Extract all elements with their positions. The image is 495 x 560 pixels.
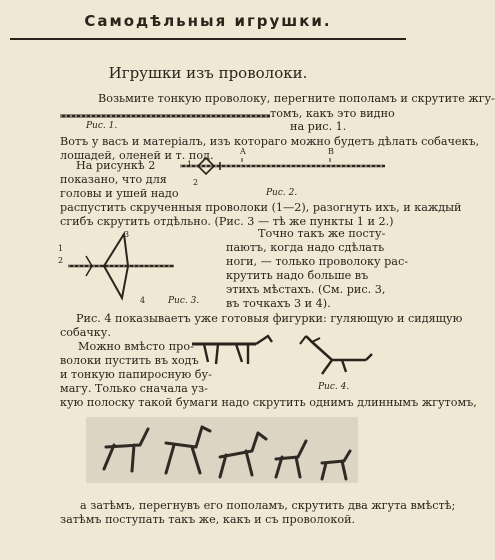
- figure-2-caption: Рис. 2.: [266, 188, 298, 198]
- figure-2-label-2: 2: [193, 178, 199, 187]
- p1-line-1: Возьмите тонкую проволоку, перегните пополамъ и скрутите жгу-: [98, 92, 495, 105]
- p1-line-3: на рис. 1.: [290, 120, 347, 133]
- figure-3-wire-loops: [64, 226, 174, 306]
- figure-2-label-b: B: [328, 147, 334, 156]
- p2-full-line-2: сгибъ скрутить отдѣльно. (Рис. 3 — тѣ же пункты 1 и 2.): [60, 215, 394, 228]
- p1-line-4: Вотъ у васъ и матеріалъ, изъ котораго можно будетъ дѣлать собачекъ,: [60, 135, 480, 148]
- p1-line-2: томъ, какъ это видно: [270, 107, 395, 120]
- figure-3-label-1: 1: [58, 244, 64, 253]
- figure-3-label-3: 3: [124, 230, 130, 239]
- article-subtitle: Игрушки изъ проволоки.: [108, 64, 308, 82]
- figure-2-label-a: A: [240, 147, 246, 156]
- page-header-title: Самодѣльныя игрушки.: [84, 12, 332, 30]
- figure-1-caption: Рис. 1.: [86, 121, 118, 131]
- p2-left-line-3: головы и ушей надо: [60, 187, 179, 200]
- p6-line-1: а затѣмъ, перегнувъ его пополамъ, скрутить два жгута вмѣстѣ;: [80, 499, 456, 512]
- figure-2-label-1: 1: [187, 160, 193, 169]
- figure-3-caption: Рис. 3.: [168, 296, 200, 306]
- p6-line-2: затѣмъ поступать такъ же, какъ и съ проволокой.: [60, 513, 356, 526]
- p5-full-line: кую полоску такой бумаги надо скрутить однимъ длиннымъ жгутомъ,: [60, 396, 477, 409]
- p3-line-2: паютъ, когда надо сдѣлать: [226, 241, 385, 254]
- p5-left-line-4: магу. Только сначала уз-: [60, 382, 208, 395]
- p5-left-line-1: Можно вмѣсто про-: [78, 340, 194, 353]
- header-rule: [10, 38, 406, 40]
- figure-3-label-2: 2: [58, 256, 64, 265]
- figure-4-wire-dogs: [186, 330, 376, 384]
- p4-line-1: Рис. 4 показываетъ уже готовыя фигурки: гуляющую и сидящую: [76, 312, 463, 325]
- p3-line-6: въ точкахъ 3 и 4).: [226, 297, 331, 310]
- p3-line-5: этихъ мѣстахъ. (См. рис. 3,: [226, 283, 386, 296]
- p5-left-line-3: и тонкую папиросную бу-: [60, 368, 212, 381]
- p3-line-4: крутить надо больше въ: [226, 269, 369, 282]
- p4-line-2: собачку.: [60, 326, 111, 339]
- paper-figures-photo: [86, 417, 358, 483]
- p3-line-1: Точно такъ же посту-: [258, 227, 386, 240]
- figure-3-label-4: 4: [140, 296, 146, 305]
- figure-4-caption: Рис. 4.: [318, 382, 350, 392]
- p2-left-line-2: показано, что для: [60, 173, 167, 186]
- figure-2-wire-head: [180, 148, 385, 188]
- p1-line-5: лошадей, оленей и т. под.: [60, 149, 214, 162]
- p2-left-line-1: На рисункѣ 2: [76, 159, 156, 172]
- p3-line-3: ноги, — только проволоку рас-: [226, 255, 409, 268]
- p2-full-line-1: распустить скрученныя проволоки (1—2), разогнуть ихъ, и каждый: [60, 201, 462, 214]
- p5-left-line-2: волоки пустить въ ходъ: [60, 354, 199, 367]
